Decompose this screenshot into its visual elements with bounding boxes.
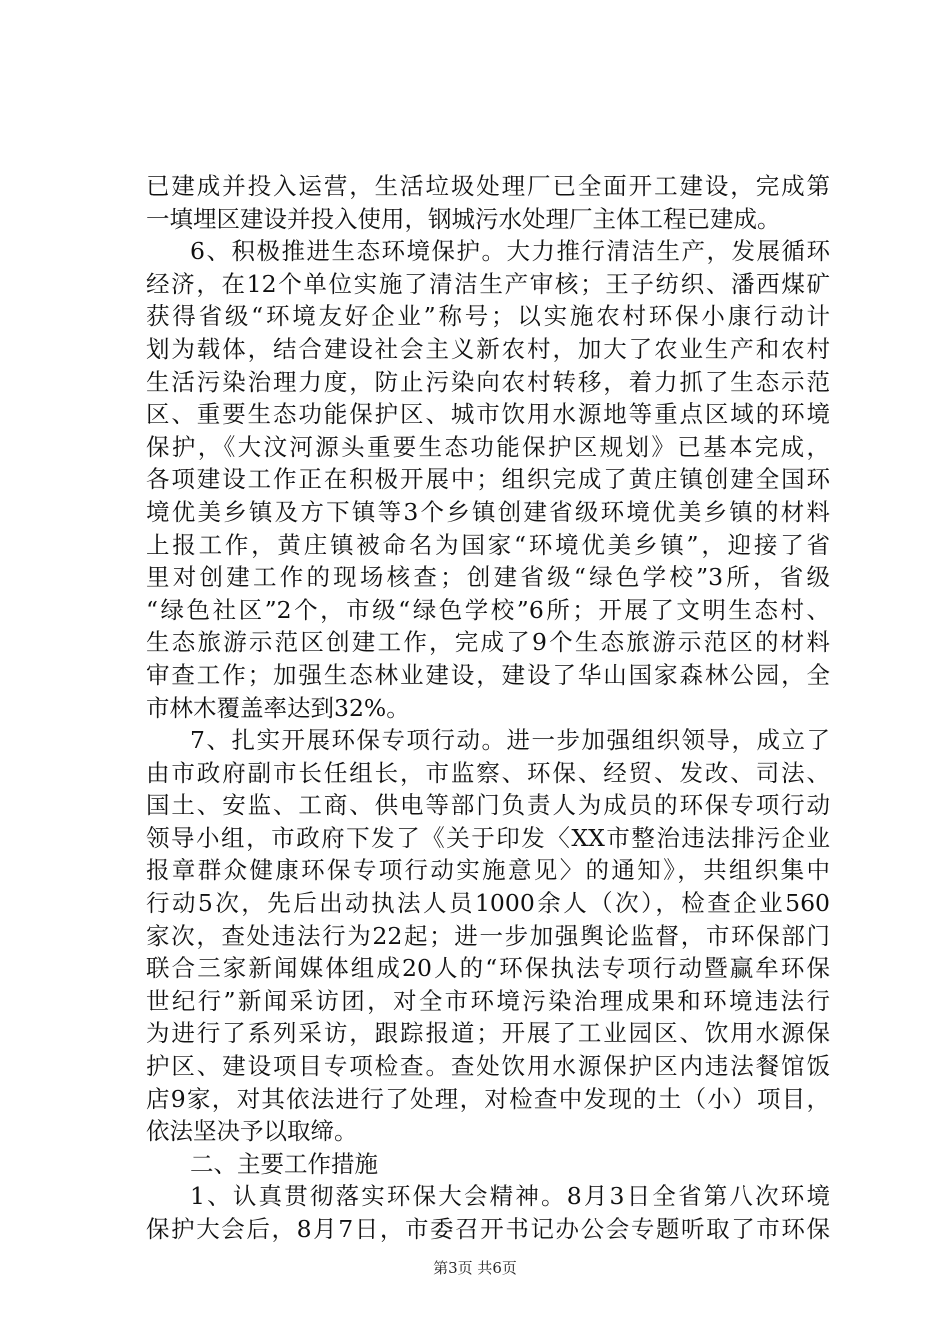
text-line: 已建成并投入运营，生活垃圾处理厂已全面开工建设，完成第	[146, 172, 830, 200]
text-line: 划为载体，结合建设社会主义新农村，加大了农业生产和农村	[146, 334, 830, 363]
text-line: 7、扎实开展环保专项行动。进一步加强组织领导，成立了	[190, 726, 830, 755]
text-line: 保护大会后，8月7日，市委召开书记办公会专题听取了市环保	[146, 1215, 830, 1243]
text-line: 区、重要生态功能保护区、城市饮用水源地等重点区域的环境	[146, 400, 830, 429]
text-line: 领导小组，市政府下发了《关于印发〈XX市整治违法排污企业	[146, 823, 830, 852]
page-footer: 第3页 共6页	[433, 1259, 517, 1277]
text-line: 境优美乡镇及方下镇等3个乡镇创建省级环境优美乡镇的材料	[146, 497, 830, 526]
text-line: 市林木覆盖率达到32%。	[146, 693, 410, 722]
text-line: 获得省级“环境友好企业”称号；以实施农村环保小康行动计	[146, 302, 830, 331]
text-line: 护区、建设项目专项检查。查处饮用水源保护区内违法餐馆饭	[146, 1052, 830, 1081]
text-line: 为进行了系列采访，跟踪报道；开展了工业园区、饮用水源保	[146, 1019, 830, 1048]
text-line: 二、主要工作措施	[190, 1149, 378, 1178]
text-line: 1、认真贯彻落实环保大会精神。8月3日全省第八次环境	[190, 1182, 830, 1211]
text-line: 里对创建工作的现场核查；创建省级“绿色学校”3所，省级	[146, 563, 830, 592]
text-line: 上报工作，黄庄镇被命名为国家“环境优美乡镇”，迎接了省	[146, 530, 830, 559]
text-line: 生态旅游示范区创建工作，完成了9个生态旅游示范区的材料	[146, 628, 830, 657]
text-line: 世纪行”新闻采访团，对全市环境污染治理成果和环境违法行	[146, 986, 830, 1015]
text-line: 保护，《大汶河源头重要生态功能保护区规划》已基本完成，	[146, 432, 830, 461]
document-body	[146, 170, 830, 1246]
text-line: 行动5次，先后出动执法人员1000余人（次），检查企业560	[146, 889, 830, 918]
text-line: 店9家，对其依法进行了处理，对检查中发现的土（小）项目，	[146, 1084, 830, 1113]
text-line: “绿色社区”2个，市级“绿色学校”6所；开展了文明生态村、	[146, 595, 830, 624]
text-line: 由市政府副市长任组长，市监察、环保、经贸、发改、司法、	[146, 758, 830, 787]
text-line: 一填埋区建设并投入使用，钢城污水处理厂主体工程已建成。	[146, 204, 781, 233]
text-line: 审查工作；加强生态林业建设，建设了华山国家森林公园，全	[146, 660, 830, 689]
text-line: 生活污染治理力度，防止污染向农村转移，着力抓了生态示范	[146, 367, 830, 396]
text-line: 各项建设工作正在积极开展中；组织完成了黄庄镇创建全国环	[146, 465, 830, 494]
text-line: 6、积极推进生态环境保护。大力推行清洁生产，发展循环	[190, 237, 830, 266]
text-line: 经济，在12个单位实施了清洁生产审核；王子纺织、潘西煤矿	[146, 269, 830, 298]
text-line: 依法坚决予以取缔。	[146, 1117, 358, 1146]
text-line: 国土、安监、工商、供电等部门负责人为成员的环保专项行动	[146, 791, 830, 820]
text-line: 家次，查处违法行为22起；进一步加强舆论监督，市环保部门	[146, 921, 830, 950]
text-line: 报章群众健康环保专项行动实施意见〉的通知》，共组织集中	[146, 856, 830, 885]
text-line: 联合三家新闻媒体组成20人的“环保执法专项行动暨赢牟环保	[146, 954, 830, 983]
